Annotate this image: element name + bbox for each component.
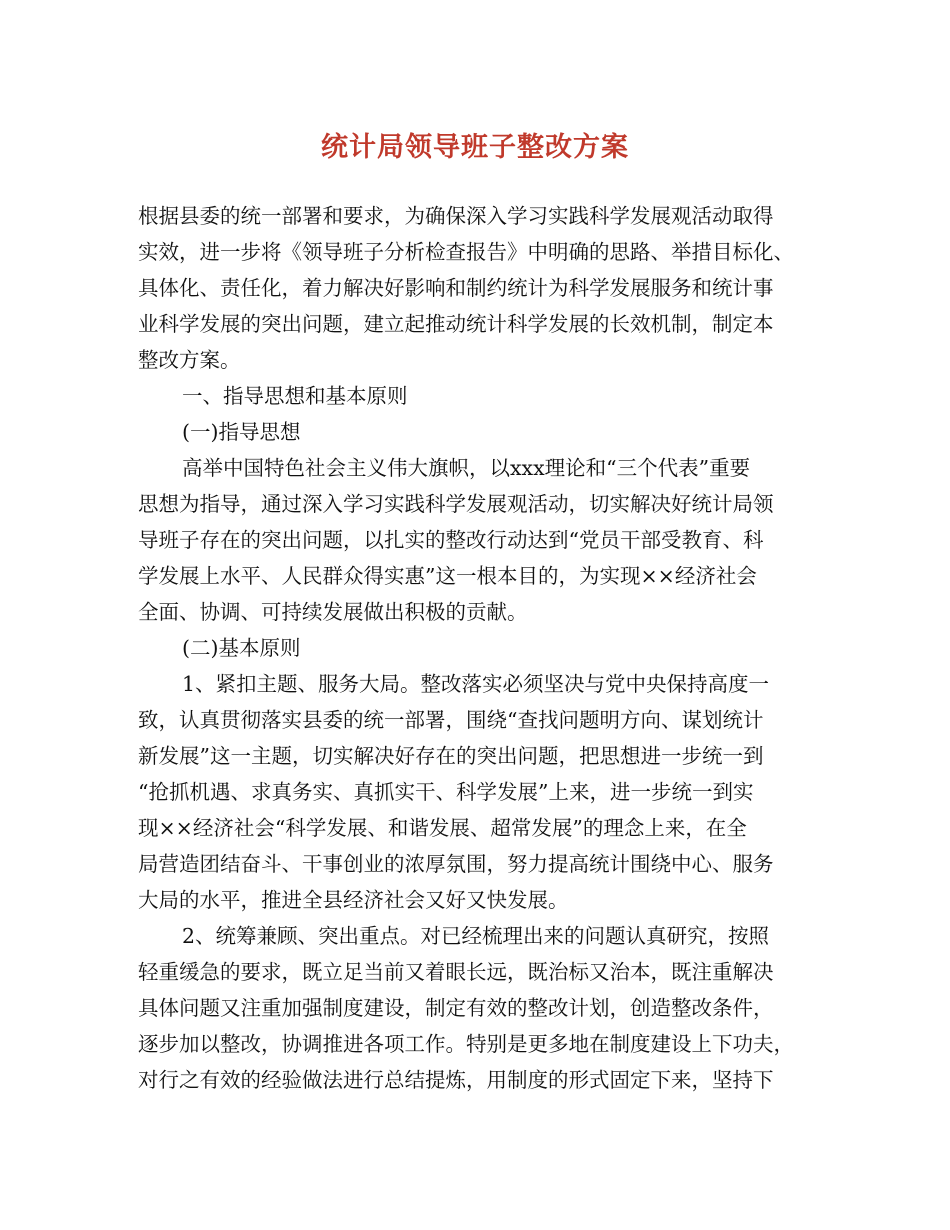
text-line: 高举中国特色社会主义伟大旗帜，以xxx理论和“三个代表”重要 [182, 456, 751, 480]
page-title: 统计局领导班子整改方案 [321, 132, 629, 163]
text-line: 具体化、责任化，着力解决好影响和制约统计为科学发展服务和统计事 [138, 276, 774, 300]
text-line: 局营造团结奋斗、干事创业的浓厚氛围，努力提高统计围绕中心、服务 [138, 852, 774, 876]
text-line: “抢抓机遇、求真务实、真抓实干、科学发展”上来，进一步统一到实 [138, 780, 754, 804]
document-body [138, 198, 828, 1098]
text-line: 整改方案。 [138, 348, 241, 372]
text-line: 导班子存在的突出问题，以扎实的整改行动达到“党员干部受教育、科 [138, 528, 764, 552]
text-line: 现××经济社会“科学发展、和谐发展、超常发展”的理念上来，在全 [138, 816, 747, 840]
text-line: 业科学发展的突出问题，建立起推动统计科学发展的长效机制，制定本 [138, 312, 774, 336]
text-line: 根据县委的统一部署和要求，为确保深入学习实践科学发展观活动取得 [138, 204, 774, 228]
text-line: 具体问题又注重加强制度建设，制定有效的整改计划，创造整改条件， [138, 996, 774, 1020]
text-line: 一、指导思想和基本原则 [182, 384, 408, 408]
text-line: 新发展”这一主题，切实解决好存在的突出问题，把思想进一步统一到 [138, 744, 764, 768]
text-line: 对行之有效的经验做法进行总结提炼，用制度的形式固定下来，坚持下 [138, 1068, 774, 1092]
text-line: 学发展上水平、人民群众得实惠”这一根本目的，为实现××经济社会 [138, 564, 757, 588]
text-line: 大局的水平，推进全县经济社会又好又快发展。 [138, 888, 569, 912]
text-line: 全面、协调、可持续发展做出积极的贡献。 [138, 600, 528, 624]
text-line: (一)指导思想 [182, 420, 301, 444]
text-line: 实效，进一步将《领导班子分析检查报告》中明确的思路、举措目标化、 [138, 240, 794, 264]
text-line: 1、紧扣主题、服务大局。整改落实必须坚决与党中央保持高度一 [182, 672, 770, 696]
text-line: 逐步加以整改，协调推进各项工作。特别是更多地在制度建设上下功夫， [138, 1032, 794, 1056]
text-line: 轻重缓急的要求，既立足当前又着眼长远，既治标又治本，既注重解决 [138, 960, 774, 984]
text-line: 2、统筹兼顾、突出重点。对已经梳理出来的问题认真研究，按照 [182, 924, 770, 948]
text-line: 致，认真贯彻落实县委的统一部署，围绕“查找问题明方向、谋划统计 [138, 708, 764, 732]
text-line: 思想为指导，通过深入学习实践科学发展观活动，切实解决好统计局领 [138, 492, 774, 516]
text-line: (二)基本原则 [182, 636, 301, 660]
